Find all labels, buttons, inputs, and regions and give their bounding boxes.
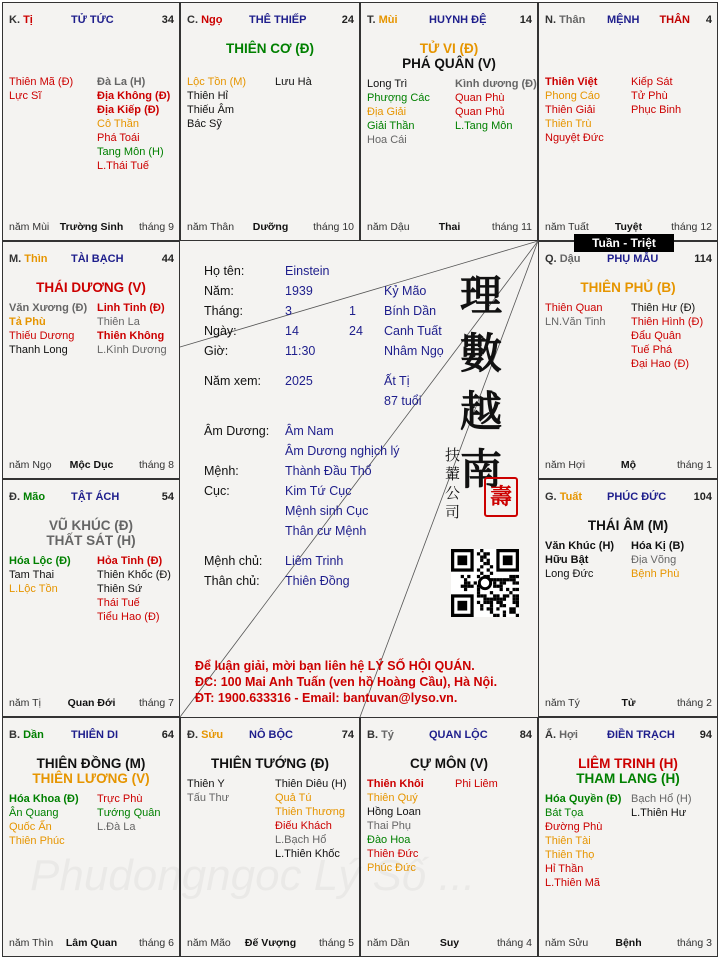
- main-star: THIÊN ĐỒNG (M): [36, 756, 146, 771]
- footer-month: tháng 12: [671, 221, 712, 233]
- minor-star: Thiên Thọ: [545, 849, 595, 861]
- value-thang-can-chi: Bính Dần: [384, 304, 437, 318]
- minor-star: Thiên Đức: [367, 848, 419, 860]
- palace-branch: N. Thân: [545, 14, 586, 26]
- minor-star: L.Đà La: [97, 821, 136, 833]
- minor-star: Hồng Loan: [367, 806, 421, 818]
- footer-year: năm Tị: [9, 697, 41, 709]
- minor-star: Phi Liêm: [455, 778, 498, 790]
- minor-star: Phục Binh: [631, 104, 682, 116]
- footer-stage: Mộc Dục: [69, 459, 114, 471]
- minor-star: Thiên Giải: [545, 104, 596, 116]
- minor-star: Hữu Bật: [545, 554, 589, 566]
- value-cuc: Kim Tứ Cục: [285, 484, 352, 498]
- minor-star: Phong Cáo: [545, 90, 601, 102]
- label-ngay: Ngày:: [204, 324, 237, 338]
- main-star: THÁI ÂM (M): [587, 518, 669, 533]
- minor-star: Linh Tinh (Đ): [97, 302, 165, 314]
- minor-star: Lực Sĩ: [9, 90, 42, 102]
- calligraphy-char-1: 理: [460, 271, 503, 320]
- minor-star: Quan Phù: [455, 92, 505, 104]
- footer-stage: Bệnh: [615, 937, 642, 949]
- minor-star: Địa Không (Đ): [97, 90, 171, 102]
- minor-star: Trực Phù: [97, 793, 143, 805]
- minor-star: L.Tang Môn: [455, 120, 513, 132]
- footer-year: năm Thân: [187, 221, 235, 233]
- footer-month: tháng 2: [676, 697, 712, 709]
- minor-star: Hóa Khoa (Đ): [9, 793, 79, 805]
- palace-tag: THÂN: [659, 14, 690, 26]
- value-am-duong: Âm Nam: [285, 424, 334, 438]
- footer-month: tháng 4: [496, 937, 532, 949]
- minor-star: Thiên Y: [187, 778, 225, 790]
- minor-star: Hỏa Tinh (Đ): [97, 555, 163, 567]
- footer-stage: Thai: [438, 221, 461, 233]
- minor-star: Đà La (H): [97, 76, 146, 88]
- minor-star: Thiên Diêu (H): [275, 778, 347, 790]
- main-star: CỰ MÔN (V): [410, 756, 488, 771]
- minor-star: Phá Toái: [97, 132, 140, 144]
- minor-star: Thiên Hỉ: [187, 90, 228, 102]
- minor-star: Tử Phù: [631, 90, 668, 102]
- footer-stage: Mộ: [620, 459, 637, 471]
- footer-year: năm Dậu: [367, 221, 410, 233]
- footer-stage: Tuyệt: [614, 221, 643, 233]
- palace-age: 74: [341, 729, 354, 741]
- value-nam-can-chi: Kỷ Mão: [384, 284, 427, 298]
- main-star: THIÊN PHỦ (B): [580, 280, 676, 295]
- minor-star: Thiên Thương: [275, 806, 346, 818]
- palace-branch: T. Mùi: [367, 14, 398, 26]
- value-gio: 11:30: [285, 344, 316, 358]
- minor-star: LN.Văn Tinh: [545, 316, 606, 328]
- palace-name: TẬT ÁCH: [71, 491, 120, 503]
- minor-star: L.Thiên Mã: [545, 877, 601, 889]
- value-ngay-can-chi: Canh Tuất: [384, 324, 442, 338]
- minor-star: Cô Thần: [97, 118, 139, 130]
- minor-star: Quan Phủ: [455, 106, 505, 118]
- value-ngay-am: 24: [349, 324, 363, 338]
- minor-star: L.Bạch Hổ: [275, 834, 327, 846]
- palace-branch: K. Tị: [9, 14, 33, 26]
- palace-name: HUYNH ĐỆ: [429, 14, 487, 26]
- minor-star: Đại Hao (Đ): [631, 358, 690, 370]
- minor-star: Hỉ Thần: [545, 863, 584, 875]
- minor-star: Ân Quang: [9, 807, 59, 819]
- minor-star: L.Thái Tuế: [97, 160, 149, 172]
- value-ho-ten: Einstein: [285, 264, 330, 278]
- side-calligraphy: 扶 輦 公 司: [445, 446, 461, 521]
- minor-star: Bạch Hổ (H): [631, 793, 692, 805]
- minor-star: Tướng Quân: [97, 807, 161, 819]
- main-star: VŨ KHÚC (Đ): [49, 518, 133, 533]
- contact-line-1: Để luận giải, mời bạn liên hệ LÝ SỐ HỘI QUÁN.: [195, 659, 475, 673]
- minor-star: L.Thiên Hư: [631, 807, 687, 819]
- palace-age: 4: [705, 14, 712, 26]
- minor-star: Thiên Quý: [367, 792, 418, 804]
- value-thang-am: 1: [349, 304, 356, 318]
- calligraphy-char-2: 數: [460, 329, 503, 378]
- minor-star: Địa Võng: [631, 554, 677, 566]
- calligraphy-char-3: 越: [460, 387, 503, 436]
- palace-branch: B. Tý: [367, 729, 394, 741]
- minor-star: Thiên La: [97, 316, 140, 328]
- main-star: THÁI DƯƠNG (V): [36, 280, 146, 295]
- minor-star: Thai Phụ: [367, 820, 412, 832]
- minor-star: Thiên Phúc: [9, 835, 65, 847]
- minor-star: Hóa Lộc (Đ): [9, 555, 71, 567]
- value-thang: 3: [285, 304, 292, 318]
- palace-name: THÊ THIẾP: [249, 14, 307, 26]
- footer-stage: Suy: [439, 937, 460, 949]
- minor-star: Thanh Long: [9, 344, 68, 356]
- minor-star: Thiên Trù: [545, 118, 592, 130]
- calligraphy-char-4: 南: [460, 445, 503, 494]
- footer-stage: Dưỡng: [252, 221, 289, 233]
- minor-star: Thiên Khôi: [367, 778, 424, 790]
- minor-star: Bác Sỹ: [187, 118, 222, 130]
- minor-star: Quả Tú: [275, 792, 312, 804]
- minor-star: Thái Tuế: [97, 597, 140, 609]
- palace-age: 94: [699, 729, 712, 741]
- value-cuc-3: Thân cư Mệnh: [285, 524, 367, 538]
- footer-month: tháng 9: [138, 221, 174, 233]
- label-nam-xem: Năm xem:: [204, 374, 261, 388]
- footer-month: tháng 11: [491, 221, 532, 233]
- minor-star: Địa Giải: [367, 106, 407, 118]
- minor-star: Tang Môn (H): [97, 146, 164, 158]
- main-star: TỬ VI (Đ): [419, 41, 479, 56]
- footer-month: tháng 7: [138, 697, 174, 709]
- footer-stage: Trường Sinh: [59, 221, 124, 233]
- minor-star: Thiên Tài: [545, 835, 591, 847]
- label-cuc: Cục:: [204, 484, 230, 498]
- minor-star: Thiên Khốc (Đ): [97, 569, 171, 581]
- label-menh: Mệnh:: [204, 464, 239, 478]
- palace-name: PHỤ MẪU: [607, 253, 659, 265]
- minor-star: Tiểu Hao (Đ): [97, 611, 160, 623]
- minor-star: Thiên Hình (Đ): [631, 316, 704, 328]
- red-seal-icon: 壽: [484, 477, 518, 517]
- minor-star: Long Đức: [545, 568, 594, 580]
- palace-age: 24: [341, 14, 354, 26]
- minor-star: Tuế Phá: [631, 344, 673, 356]
- footer-year: năm Tý: [545, 697, 580, 709]
- main-star: THIÊN TƯỚNG (Đ): [211, 756, 329, 771]
- minor-star: Tam Thai: [9, 569, 55, 581]
- palace-name: TÀI BẠCH: [71, 253, 124, 265]
- footer-year: năm Tuất: [545, 221, 589, 233]
- minor-star: Tả Phù: [9, 316, 46, 328]
- minor-star: Điếu Khách: [275, 820, 332, 832]
- main-star: THẤT SÁT (H): [46, 533, 136, 548]
- tuan-triet-badge: Tuần - Triệt: [574, 234, 674, 252]
- value-nam-xem-can-chi: Ất Tị: [384, 374, 410, 388]
- footer-year: năm Sửu: [545, 937, 589, 949]
- footer-year: năm Mão: [187, 937, 231, 949]
- footer-month: tháng 3: [676, 937, 712, 949]
- minor-star: Văn Khúc (H): [545, 540, 615, 552]
- label-ho-ten: Họ tên:: [204, 264, 245, 278]
- label-menh-chu: Mệnh chủ:: [204, 554, 263, 568]
- value-ngay: 14: [285, 324, 299, 338]
- footer-year: năm Dần: [367, 937, 410, 949]
- footer-stage: Tử: [621, 697, 636, 709]
- minor-star: Thiên Quan: [545, 302, 603, 314]
- palace-age: 54: [161, 491, 174, 503]
- footer-month: tháng 6: [138, 937, 174, 949]
- minor-star: L.Kình Dương: [97, 344, 167, 356]
- palace-branch: Ấ. Hợi: [545, 729, 578, 741]
- minor-star: Hóa Quyền (Đ): [545, 793, 622, 805]
- footer-month: tháng 1: [676, 459, 712, 471]
- minor-star: Lưu Hà: [275, 76, 312, 88]
- palace-age: 14: [519, 14, 532, 26]
- footer-stage: Lâm Quan: [65, 937, 118, 949]
- minor-star: L.Thiên Khốc: [275, 848, 340, 860]
- footer-year: năm Hợi: [545, 459, 586, 471]
- palace-branch: M. Thìn: [9, 253, 48, 265]
- footer-year: năm Mùi: [9, 221, 50, 233]
- minor-star: Bát Tọa: [545, 807, 584, 819]
- minor-star: Phượng Các: [367, 92, 430, 104]
- palace-name: NÔ BỘC: [249, 729, 293, 741]
- contact-line-3: ĐT: 1900.633316 - Email: bantuvan@lyso.vn.: [195, 691, 458, 705]
- label-am-duong: Âm Dương:: [204, 424, 270, 438]
- main-star: THIÊN CƠ (Đ): [225, 41, 314, 56]
- main-star: PHÁ QUÂN (V): [402, 56, 496, 71]
- label-than-chu: Thân chủ:: [204, 574, 260, 588]
- palace-age: 84: [519, 729, 532, 741]
- main-star: THIÊN LƯƠNG (V): [32, 771, 150, 786]
- minor-star: Thiên Mã (Đ): [9, 76, 74, 88]
- value-nam: 1939: [285, 284, 313, 298]
- palace-age: 104: [693, 491, 712, 503]
- footer-stage: Đế Vượng: [244, 937, 297, 949]
- minor-star: Long Trì: [367, 78, 408, 90]
- footer-month: tháng 8: [138, 459, 174, 471]
- value-menh-chu: Liêm Trinh: [285, 554, 344, 568]
- minor-star: Tấu Thư: [187, 792, 230, 804]
- footer-year: năm Ngọ: [9, 459, 52, 471]
- minor-star: Thiên Hư (Đ): [631, 302, 696, 314]
- main-star: LIÊM TRINH (H): [578, 756, 678, 771]
- palace-name: THIÊN DI: [71, 729, 119, 741]
- value-than-chu: Thiên Đồng: [285, 574, 350, 588]
- minor-star: Đào Hoa: [367, 834, 411, 846]
- minor-star: Thiếu Dương: [9, 330, 75, 342]
- minor-star: L.Lộc Tồn: [9, 583, 58, 595]
- value-tuoi: 87 tuổi: [384, 394, 422, 408]
- minor-star: Hóa Kị (B): [631, 540, 685, 552]
- palace-name: PHÚC ĐỨC: [607, 491, 667, 503]
- palace-branch: Đ. Sửu: [187, 729, 224, 741]
- minor-star: Đẩu Quân: [631, 330, 682, 342]
- minor-star: Hoa Cái: [367, 134, 407, 146]
- minor-star: Thiên Không: [97, 330, 165, 342]
- palace-name: ĐIỀN TRẠCH: [607, 729, 675, 741]
- footer-month: tháng 10: [313, 221, 354, 233]
- contact-line-2: ĐC: 100 Mai Anh Tuấn (ven hồ Hoàng Cầu), Hà Nội.: [195, 675, 498, 689]
- label-nam: Năm:: [204, 284, 234, 298]
- minor-star: Văn Xương (Đ): [9, 302, 88, 314]
- minor-star: Phúc Đức: [367, 862, 416, 874]
- palace-branch: G. Tuất: [545, 491, 583, 503]
- label-gio: Giờ:: [204, 344, 229, 358]
- minor-star: Quốc Ấn: [9, 821, 52, 833]
- label-thang: Tháng:: [204, 304, 243, 318]
- palace-age: 44: [161, 253, 174, 265]
- palace-branch: Đ. Mão: [9, 491, 46, 503]
- value-cuc-2: Mệnh sinh Cục: [285, 504, 369, 518]
- minor-star: Nguyệt Đức: [545, 132, 604, 144]
- footer-stage: Quan Đới: [67, 697, 116, 709]
- minor-star: Thiếu Âm: [187, 104, 235, 116]
- qr-code-icon: [451, 549, 519, 617]
- palace-age: 34: [161, 14, 174, 26]
- minor-star: Giải Thần: [367, 120, 415, 132]
- value-nam-xem: 2025: [285, 374, 313, 388]
- minor-star: Thiên Sứ: [97, 583, 143, 595]
- value-menh: Thành Đầu Thổ: [285, 464, 372, 478]
- main-star: THAM LANG (H): [576, 771, 680, 786]
- minor-star: Kình dương (Đ): [455, 78, 537, 90]
- minor-star: Bệnh Phù: [631, 568, 680, 580]
- palace-branch: B. Dần: [9, 729, 44, 741]
- minor-star: Lộc Tồn (M): [187, 76, 247, 88]
- value-am-duong-2: Âm Dương nghịch lý: [285, 444, 400, 458]
- palace-name: MỆNH: [607, 14, 640, 26]
- minor-star: Kiếp Sát: [631, 76, 673, 88]
- minor-star: Thiên Việt: [545, 76, 598, 88]
- palace-name: TỬ TỨC: [71, 14, 114, 26]
- palace-branch: C. Ngọ: [187, 14, 223, 26]
- footer-month: tháng 5: [318, 937, 354, 949]
- palace-age: 64: [161, 729, 174, 741]
- palace-branch: Q. Dậu: [545, 253, 581, 265]
- minor-star: Đường Phù: [545, 821, 603, 833]
- value-gio-can-chi: Nhâm Ngọ: [384, 344, 444, 358]
- footer-year: năm Thìn: [9, 937, 54, 949]
- minor-star: Địa Kiếp (Đ): [97, 104, 160, 116]
- palace-name: QUAN LỘC: [429, 729, 488, 741]
- palace-age: 114: [694, 253, 712, 265]
